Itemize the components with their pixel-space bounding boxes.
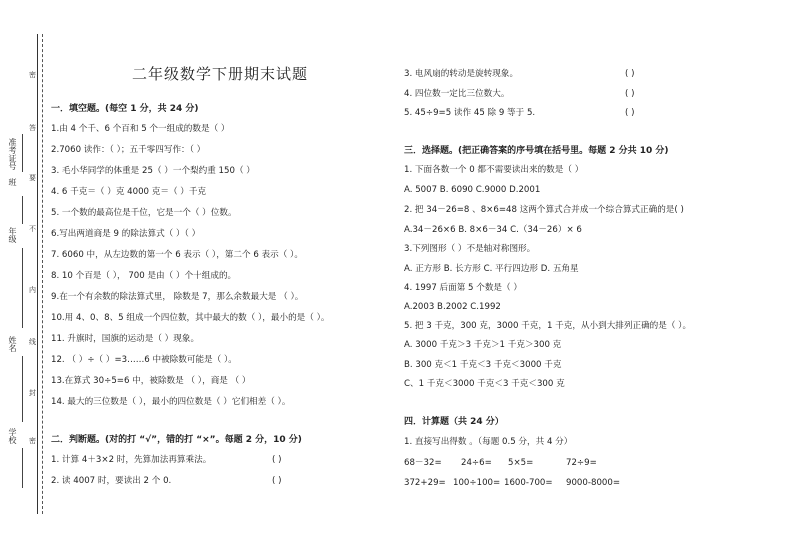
section2-heading: 二．判断题。(对的打 “√”，错的打 “×”。每题 2 分，10 分) bbox=[51, 435, 302, 445]
choice-line: C、1 千克＜3000 千克＜3 千克＜300 克 bbox=[404, 379, 565, 389]
judge-answer-box[interactable]: ( ) bbox=[625, 69, 635, 79]
school-blank[interactable] bbox=[22, 448, 23, 488]
calc-item: 5×5= bbox=[508, 458, 534, 468]
calc-subheading: 1. 直接写出得数 。（每题 0.5 分，共 4 分） bbox=[404, 437, 573, 447]
seal-char: 线 bbox=[29, 338, 36, 346]
grade-blank[interactable] bbox=[22, 248, 23, 328]
judge-item-text: 5. 45÷9=5 读作 45 除 9 等于 5. bbox=[404, 108, 536, 118]
exam-id-blank[interactable] bbox=[22, 134, 23, 172]
question-line: 3. 毛小华同学的体重是 25（ ）一个梨约重 150（ ） bbox=[51, 166, 255, 176]
seal-char: 答 bbox=[29, 124, 36, 132]
judge-answer-box[interactable]: ( ) bbox=[625, 108, 635, 118]
seal-char: 不 bbox=[29, 225, 36, 233]
choice-line: A.2003 B.2002 C.1992 bbox=[404, 302, 501, 312]
seal-char: 封 bbox=[29, 389, 36, 397]
choice-line: A. 3000 千克＞3 千克＞1 千克＞300 克 bbox=[404, 340, 562, 350]
class-blank[interactable] bbox=[22, 196, 23, 224]
question-line: 8. 10 个百是（ ）， 700 是由（ ）个十组成的。 bbox=[51, 271, 237, 281]
grade-field-label: 年级 bbox=[8, 227, 17, 243]
question-line: 5. 一个数的最高位是千位，它是一个（ ）位数。 bbox=[51, 208, 237, 218]
school-field-label: 学校 bbox=[8, 428, 17, 444]
calc-item: 100÷100= bbox=[453, 478, 501, 488]
calc-item: 72÷9= bbox=[566, 458, 597, 468]
name-field-label: 姓名 bbox=[8, 336, 17, 352]
seal-char: 内 bbox=[29, 286, 36, 294]
choice-line: A. 正方形 B. 长方形 C. 平行四边形 D. 五角星 bbox=[404, 264, 579, 274]
judge-item-text: 2. 读 4007 时，要读出 2 个 0. bbox=[51, 476, 172, 486]
judge-item-text: 4. 四位数一定比三位数大。 bbox=[404, 89, 510, 99]
question-line: 7. 6060 中，从左边数的第一个 6 表示（ ），第二个 6 表示（ ）。 bbox=[51, 250, 303, 260]
question-line: 10.用 4、0、8、5 组成一个四位数，其中最大的数（ ），最小的是（ ）。 bbox=[51, 313, 330, 323]
page-title: 二年级数学下册期末试题 bbox=[132, 65, 309, 83]
seal-char: 密 bbox=[29, 71, 36, 79]
question-line: 12. （ ）÷（ ）=3……6 中被除数可能是（ ）。 bbox=[51, 355, 237, 365]
question-line: 6.写出两道商是 9 的除法算式（ ）（ ） bbox=[51, 229, 201, 239]
judge-answer-box[interactable]: ( ) bbox=[272, 476, 282, 486]
judge-answer-box[interactable]: ( ) bbox=[625, 89, 635, 99]
choice-line: A. 5007 B. 6090 C.9000 D.2001 bbox=[404, 185, 541, 195]
question-line: 4. 6 千克＝（ ）克 4000 克＝（ ）千克 bbox=[51, 187, 207, 197]
section4-heading: 四．计算题（共 24 分） bbox=[404, 417, 504, 427]
judge-item-text: 3. 电风扇的转动是旋转现象。 bbox=[404, 69, 519, 79]
choice-line: 3.下列图形（ ）不是轴对称图形。 bbox=[404, 244, 536, 254]
binding-border-line bbox=[37, 34, 38, 514]
choice-line: 5. 把 3 千克，300 克，3000 千克，1 千克，从小到大排列正确的是（ ）。 bbox=[404, 321, 692, 331]
judge-answer-box[interactable]: ( ) bbox=[272, 455, 282, 465]
choice-line: A.34－26×6 B. 8×6－34 C.（34－26）× 6 bbox=[404, 225, 582, 235]
seal-char: 密 bbox=[29, 437, 36, 445]
question-line: 2.7060 读作：（ ）；五千零四写作：（ ） bbox=[51, 145, 206, 155]
choice-line: B. 300 克＜1 千克＜3 千克＜3000 千克 bbox=[404, 360, 562, 370]
choice-line: 1. 下面各数一个 0 都不需要读出来的数是（ ） bbox=[404, 165, 584, 175]
calc-item: 9000-8000= bbox=[566, 478, 621, 488]
question-line: 9.在一个有余数的除法算式里， 除数是 7，那么余数最大是 （ ）。 bbox=[51, 292, 304, 302]
question-line: 1.由 4 个千、6 个百和 5 个一组成的数是（ ） bbox=[51, 124, 230, 134]
question-line: 14. 最大的三位数是（ ），最小的四位数是（ ）它们相差（ ）。 bbox=[51, 397, 291, 407]
calc-item: 1600-700= bbox=[504, 478, 553, 488]
class-field-label: 班 bbox=[8, 178, 17, 186]
question-line: 13.在算式 30÷5=6 中，被除数是 （ ），商是 （ ） bbox=[51, 376, 251, 386]
calc-item: 68－32= bbox=[404, 458, 442, 468]
question-line: 11. 升旗时，国旗的运动是（ ）现象。 bbox=[51, 334, 200, 344]
seal-char: 要 bbox=[29, 174, 36, 182]
exam-id-field-label: 准考证号 bbox=[8, 138, 17, 170]
choice-line: 2. 把 34－26=8 、8×6=48 这两个算式合并成一个综合算式正确的是( ) bbox=[404, 205, 684, 215]
calc-item: 24÷6= bbox=[461, 458, 492, 468]
judge-item-text: 1. 计算 4＋3×2 时，先算加法再算乘法。 bbox=[51, 455, 212, 465]
section3-heading: 三．选择题。(把正确答案的序号填在括号里。每题 2 分共 10 分) bbox=[404, 146, 669, 156]
calc-item: 372+29= bbox=[404, 478, 446, 488]
binding-dashed-line bbox=[42, 34, 43, 514]
section1-heading: 一．填空题。(每空 1 分，共 24 分) bbox=[51, 104, 199, 114]
choice-line: 4. 1997 后面第 5 个数是（ ） bbox=[404, 283, 522, 293]
name-blank[interactable] bbox=[22, 356, 23, 422]
